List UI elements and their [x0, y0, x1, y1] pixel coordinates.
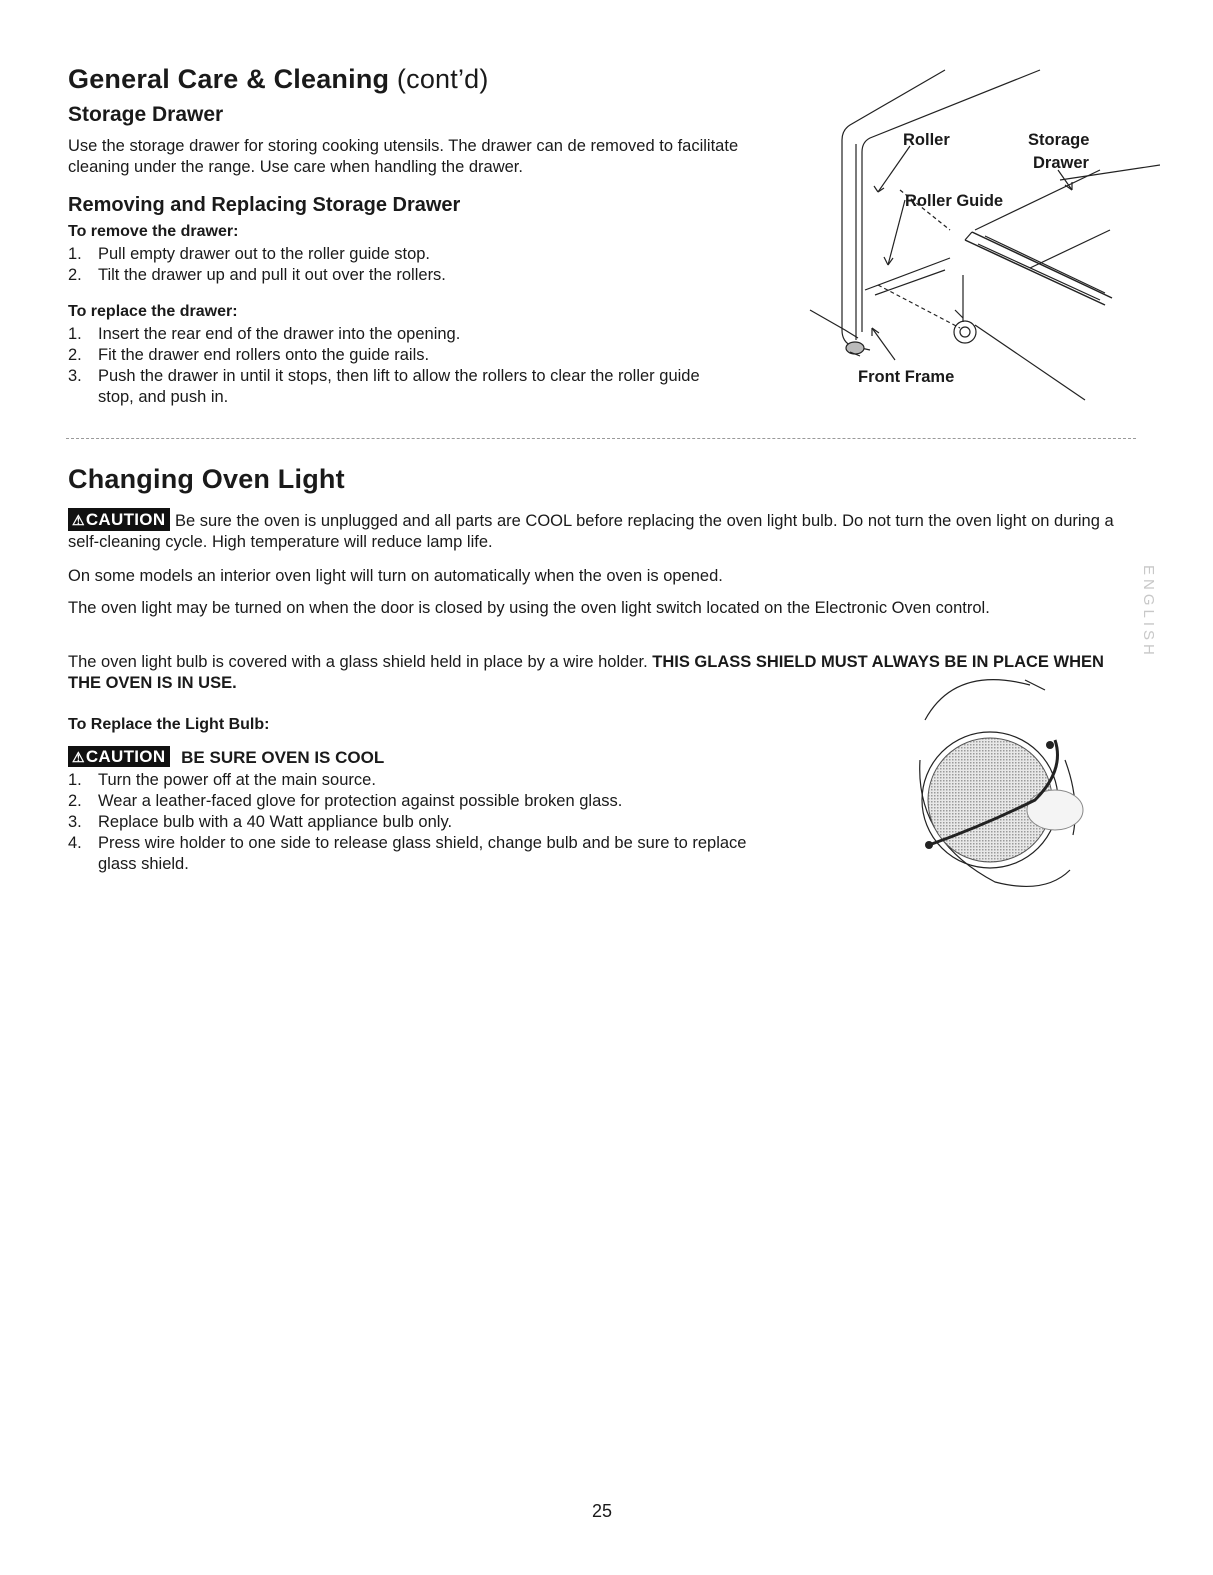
caution-cool-text: BE SURE OVEN IS COOL	[181, 748, 385, 767]
warning-icon: ⚠	[72, 749, 85, 765]
replace-light-bulb-label: To Replace the Light Bulb:	[68, 716, 270, 733]
list-item: 2. Wear a leather-faced glove for protection against possible broken glass.	[68, 792, 623, 810]
glass-shield-paragraph: The oven light bulb is covered with a glass shield held in place by a wire holder. THIS GLASS SHIELD MUST ALWAYS BE IN PLACE WHEN THE OVEN IS IN USE.	[68, 653, 1104, 692]
caution-badge: ⚠CAUTION	[68, 746, 170, 767]
section-divider	[66, 438, 1136, 439]
storage-drawer-intro: Use the storage drawer for storing cooking utensils. The drawer can de removed to facilitate cleaning under the range. Use care when handling the drawer.	[68, 137, 739, 176]
warning-icon: ⚠	[72, 512, 85, 528]
label-roller: Roller	[903, 131, 950, 149]
glass-shield-warning: THIS GLASS SHIELD MUST ALWAYS BE IN PLACE WHEN THE OVEN IS IN USE.	[68, 653, 1104, 692]
light-bulb-steps-list	[68, 770, 748, 875]
side-tab-language: ENGLISH	[1140, 565, 1157, 659]
subheading-removing-replacing: Removing and Replacing Storage Drawer	[68, 194, 461, 216]
list-item: 1. Insert the rear end of the drawer into the opening.	[68, 325, 461, 343]
label-front-frame: Front Frame	[858, 368, 955, 386]
caution-cool-line	[68, 746, 384, 768]
storage-drawer-diagram	[800, 60, 1160, 410]
caution-badge: ⚠CAUTION	[68, 508, 170, 531]
oven-light-switch-paragraph: The oven light may be turned on when the door is closed by using the oven light switch located on the Electronic Oven control.	[68, 599, 990, 617]
caution-text: Be sure the oven is unplugged and all parts are COOL before replacing the oven light bulb. Do not turn the oven light on during a self-cleaning cycle. High temperature will reduce lamp life.	[68, 512, 1114, 551]
page-title-suffix: (cont’d)	[396, 64, 489, 94]
list-item: 2. Fit the drawer end rollers onto the guide rails.	[68, 346, 430, 364]
page-title-text: General Care & Cleaning	[68, 64, 390, 94]
replace-steps-list	[68, 324, 738, 408]
list-item: 3. Replace bulb with a 40 Watt appliance bulb only.	[68, 813, 453, 831]
caution-paragraph	[68, 508, 1128, 553]
label-roller-guide: Roller Guide	[905, 192, 1004, 210]
section-heading-storage-drawer: Storage Drawer	[68, 103, 224, 126]
light-shield-diagram	[895, 660, 1085, 895]
remove-steps-list	[68, 244, 768, 286]
list-item: 1. Turn the power off at the main source.	[68, 771, 376, 789]
label-storage: Storage	[1028, 131, 1090, 149]
remove-drawer-label: To remove the drawer:	[68, 223, 239, 240]
page-number: 25	[592, 1501, 613, 1521]
list-item: 1. Pull empty drawer out to the roller guide stop.	[68, 245, 431, 263]
replace-drawer-label: To replace the drawer:	[68, 303, 238, 320]
page-title	[68, 64, 489, 95]
list-item: 3. Push the drawer in until it stops, then lift to allow the rollers to clear the roller guide stop, and push in.	[68, 367, 700, 406]
list-item: 2. Tilt the drawer up and pull it out over the rollers.	[68, 266, 446, 284]
oven-light-auto-paragraph: On some models an interior oven light will turn on automatically when the oven is opened.	[68, 567, 723, 585]
label-drawer: Drawer	[1033, 154, 1089, 172]
list-item: 4. Press wire holder to one side to release glass shield, change bulb and be sure to replace glass shield.	[68, 834, 747, 873]
section-heading-changing-oven-light: Changing Oven Light	[68, 464, 345, 494]
